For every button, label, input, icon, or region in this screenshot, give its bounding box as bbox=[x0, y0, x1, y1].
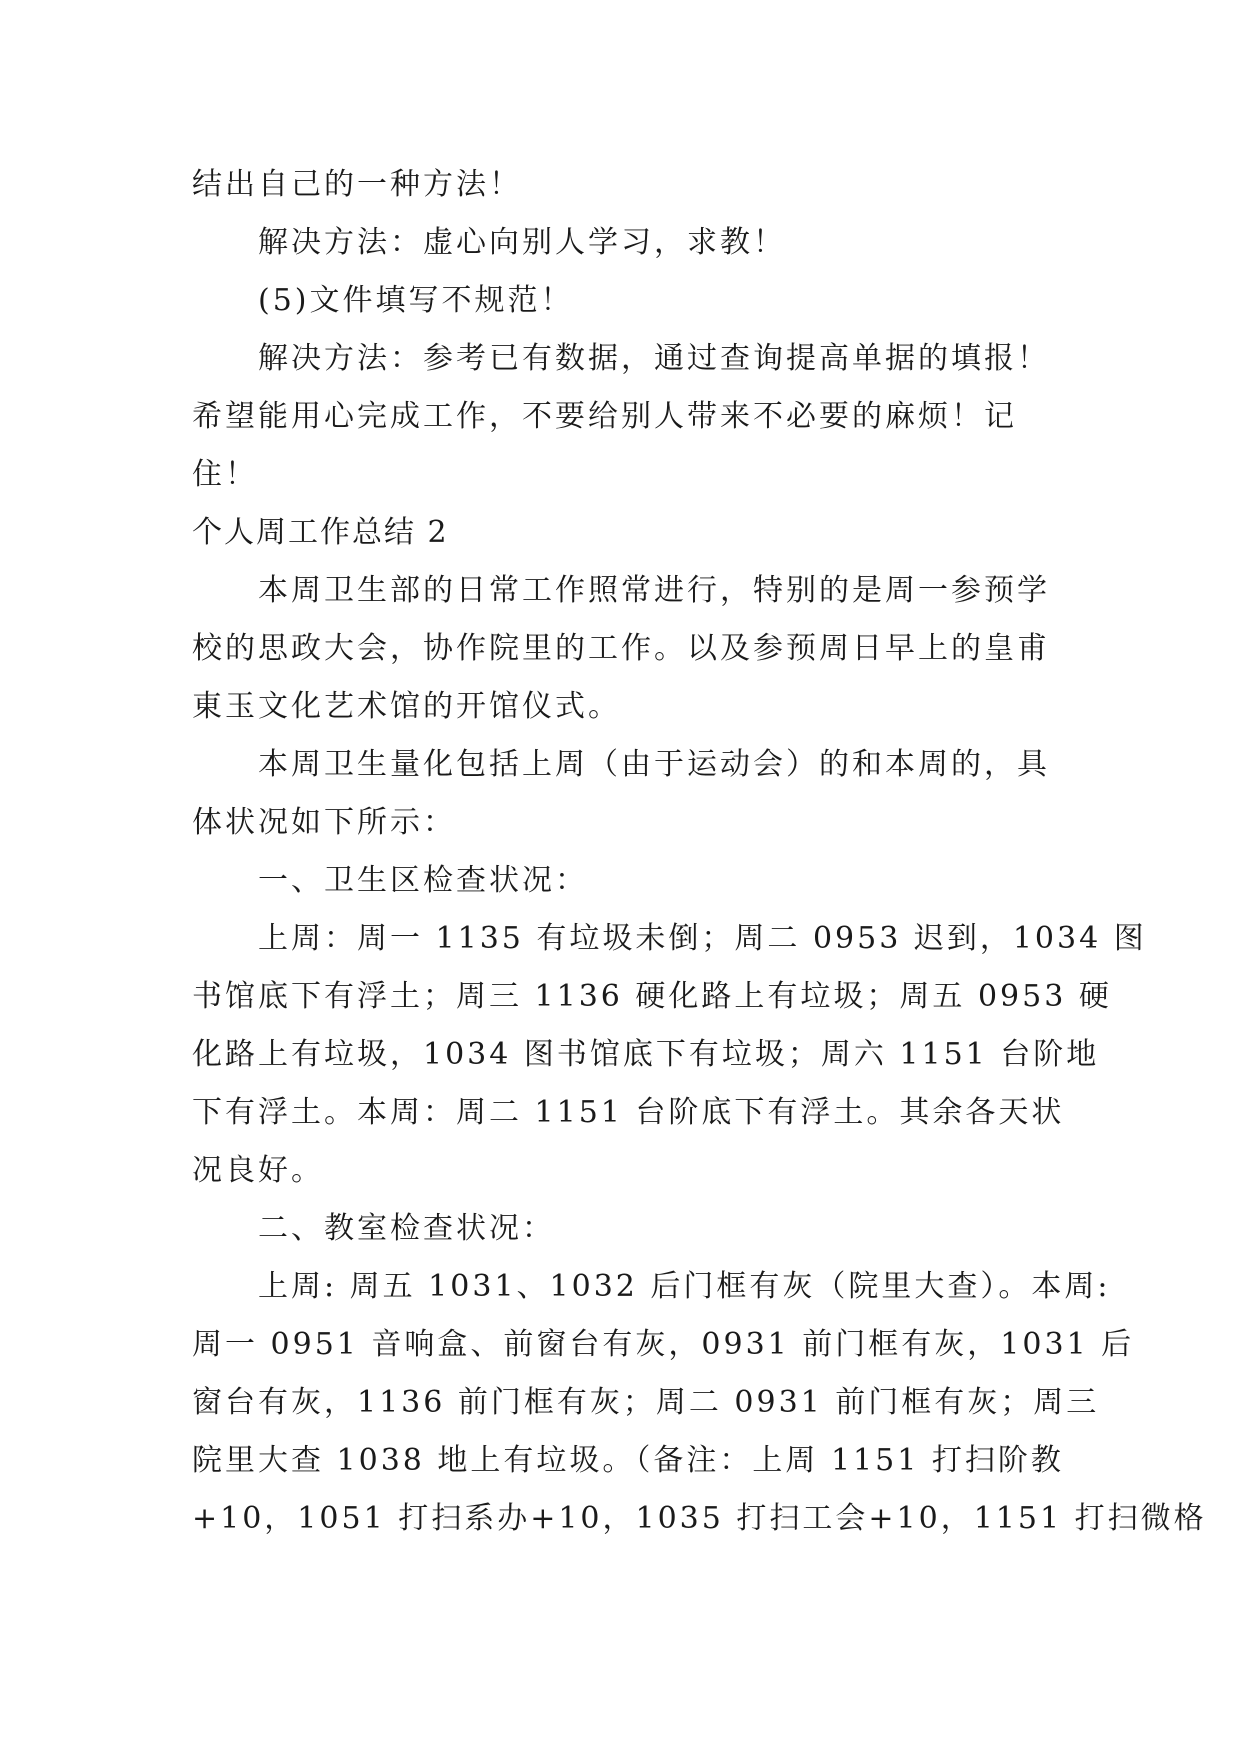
paragraph-line: 住！ bbox=[192, 457, 258, 492]
paragraph-line: 希望能用心完成工作，不要给别人带来不必要的麻烦！记 bbox=[192, 399, 1017, 434]
paragraph-line: 下有浮土。本周：周二 1151 台阶底下有浮土。其余各天状 bbox=[192, 1095, 1065, 1130]
paragraph-line: 東玉文化艺术馆的开馆仪式。 bbox=[192, 689, 621, 724]
paragraph-line: +10，1051 打扫系办+10，1035 打扫工会+10，1151 打扫微格 bbox=[192, 1501, 1207, 1536]
subsection-heading: 一、卫生区检查状况： bbox=[258, 863, 588, 898]
paragraph-line: 化路上有垃圾，1034 图书馆底下有垃圾；周六 1151 台阶地 bbox=[192, 1037, 1100, 1072]
paragraph-line: 本周卫生部的日常工作照常进行，特别的是周一参预学 bbox=[258, 573, 1050, 608]
subsection-heading: 二、教室检查状况： bbox=[258, 1211, 555, 1246]
paragraph-line: 上周: 周五 1031、1032 后门框有灰（院里大查）。本周: bbox=[258, 1269, 1111, 1304]
section-heading: 个人周工作总结 2 bbox=[192, 515, 449, 550]
paragraph-line: 窗台有灰，1136 前门框有灰；周二 0931 前门框有灰；周三 bbox=[192, 1385, 1100, 1420]
paragraph-line: (5)文件填写不规范！ bbox=[258, 283, 574, 318]
paragraph-line: 况良好。 bbox=[192, 1153, 324, 1188]
paragraph-line: 校的思政大会，协作院里的工作。以及参预周日早上的皇甫 bbox=[192, 631, 1050, 666]
document-body bbox=[192, 156, 1207, 1548]
paragraph-line: 上周：周一 1135 有垃圾未倒；周二 0953 迟到，1034 图 bbox=[258, 921, 1147, 956]
paragraph-line: 院里大查 1038 地上有垃圾。（备注：上周 1151 打扫阶教 bbox=[192, 1443, 1064, 1478]
paragraph-line: 周一 0951 音响盒、前窗台有灰，0931 前门框有灰，1031 后 bbox=[192, 1327, 1135, 1362]
paragraph-line: 解决方法：虚心向别人学习，求教！ bbox=[258, 225, 786, 260]
paragraph-line: 体状况如下所示： bbox=[192, 805, 456, 840]
paragraph-line: 结出自己的一种方法！ bbox=[192, 167, 522, 202]
paragraph-line: 解决方法：参考已有数据，通过查询提高单据的填报！ bbox=[258, 341, 1050, 376]
paragraph-line: 本周卫生量化包括上周（由于运动会）的和本周的，具 bbox=[258, 747, 1050, 782]
paragraph-line: 书馆底下有浮土；周三 1136 硬化路上有垃圾；周五 0953 硬 bbox=[192, 979, 1112, 1014]
